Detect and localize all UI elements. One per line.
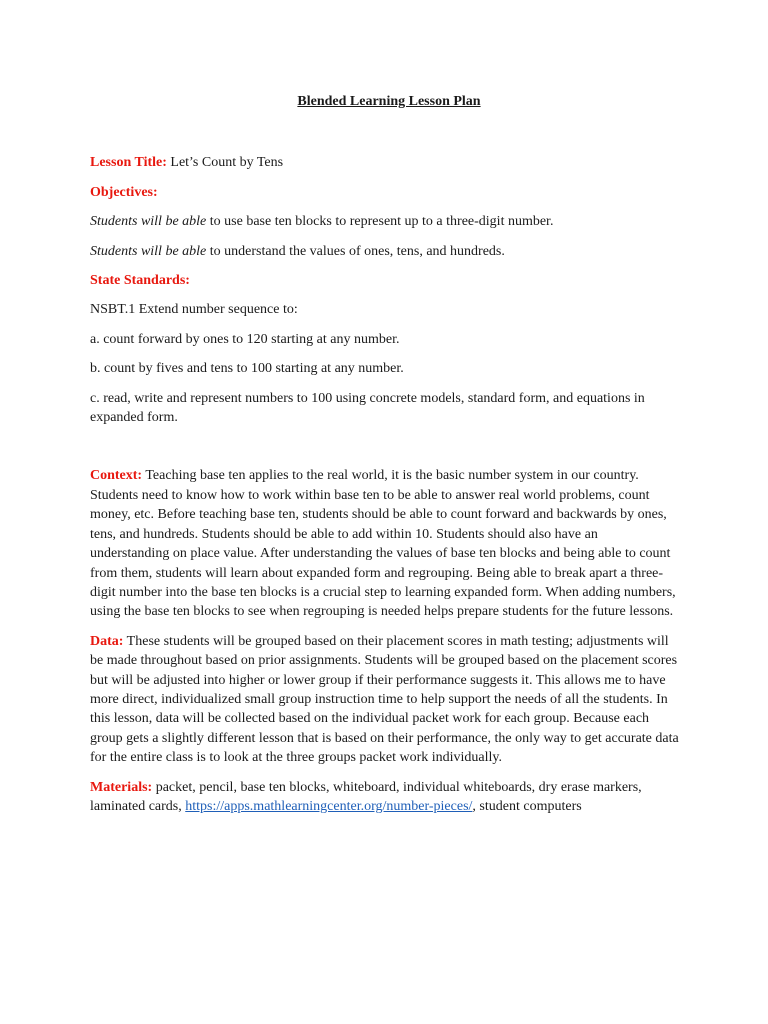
context-paragraph [90,466,680,621]
objective-lead: Students will be able [90,214,207,230]
standard-item: c. read, write and represent numbers to 100 using concrete models, standard form, and equations in expanded form. [90,390,645,426]
lesson-title-label: Lesson Title: [90,155,167,171]
objectives-heading: Objectives: [90,184,158,200]
spacer [90,437,680,466]
context-text: Teaching base ten applies to the real world, it is the basic number system in our country. Students need to know how to work within base ten to be able to answer real world problems, count money, etc. Before teaching base ten, students should be able to count forward and backwards by ones, tens, and hundreds. Students should be able to add within 10. Students should also have an understanding on place value. After understanding the values of base ten blocks and being able to count from them, students will learn about expanded form and regrouping. Being able to break apart a three-digit number into the base ten blocks is a crucial step to learning expanded form. When adding numbers, using the base ten blocks to see when regrouping is needed helps prepare students for the future lessons. [90,468,676,620]
standard-item: a. count forward by ones to 120 starting at any number. [90,331,400,347]
materials-label: Materials: [90,779,153,795]
materials-text-end: , student computers [472,798,582,814]
standard-item: b. count by fives and tens to 100 starting at any number. [90,361,404,377]
document-title: Blended Learning Lesson Plan [297,94,481,109]
materials-paragraph [90,778,680,817]
objective-text: to understand the values of ones, tens, and hundreds. [206,243,505,259]
objective-item [90,212,680,231]
objective-text: to use base ten blocks to represent up to a three-digit number. [206,214,554,230]
data-paragraph [90,632,680,768]
materials-text: packet, pencil, base ten blocks, whiteboard, individual whiteboards, dry erase markers, laminated cards, [90,779,642,814]
state-standards-heading: State Standards: [90,273,190,289]
objective-lead: Students will be able [90,243,207,259]
objective-item [90,242,680,261]
data-label: Data: [90,633,124,649]
standards-intro: NSBT.1 Extend number sequence to: [90,302,298,318]
lesson-plan-document [90,92,680,826]
lesson-title-value: Let’s Count by Tens [170,155,284,171]
number-pieces-link[interactable]: https://apps.mathlearningcenter.org/number-pieces/ [185,798,473,814]
data-text: These students will be grouped based on their placement scores in math testing; adjustments will be made throughout based on prior assignments. Students will be grouped based on the placement scores but will be adjusted into higher or lower group if their performance suggests it. This allows me to have more direct, individualized small group instruction time to help support the needs of all the students. In this lesson, data will be collected based on the individual packet work for each group. Because each group gets a slightly different lesson that is based on their performance, the only way to get accurate data for the entire class is to look at the three groups packet work individually. [90,633,679,766]
lesson-title-line [90,153,680,172]
context-label: Context: [90,468,143,484]
